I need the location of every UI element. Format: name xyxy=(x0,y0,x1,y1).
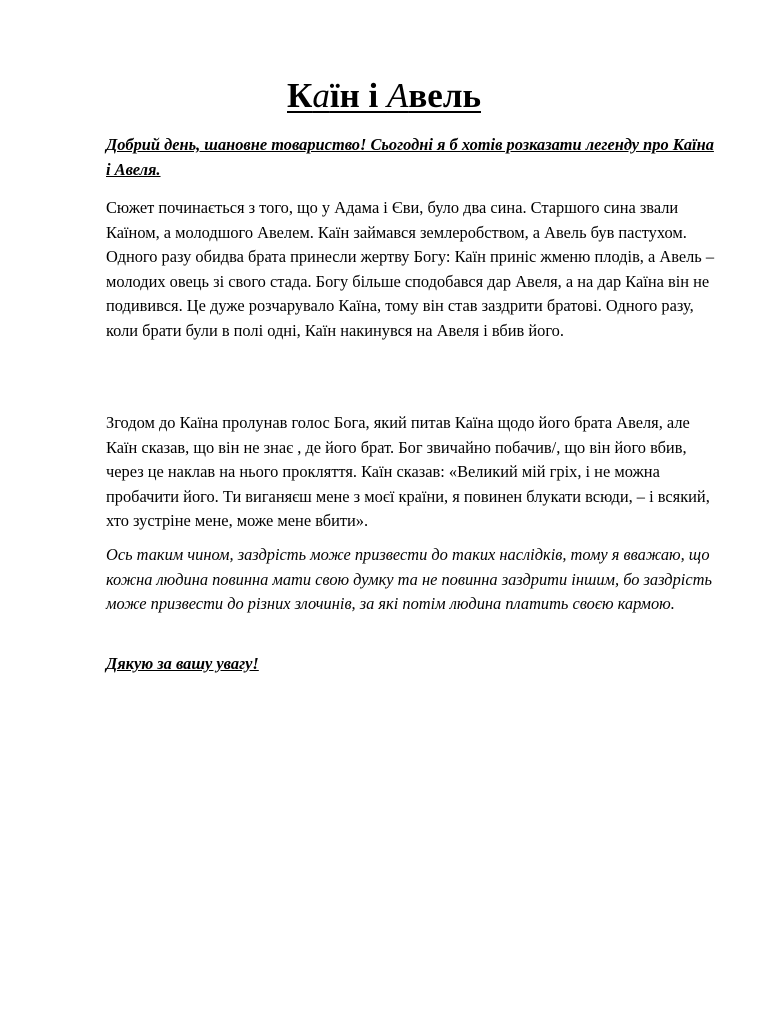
title-part: їн і xyxy=(329,76,388,115)
title-part: К xyxy=(287,76,313,115)
story-paragraph-1: Сюжет починається з того, що у Адама і Єви, було два сина. Старшого сина звали Каїном, а молодшого Авелем. Каїн займався землеробством, а Авель був пастухом. Одного разу обидва брата принесли жертву Богу: Каїн приніс жменю плодів, а Авель – молодих овець зі свого стада. Богу більше сподобався дар Авеля, а на дар Каїна він не подивився. Це дуже розчарувало Каїна, тому він став заздрити братові. Одного разу, коли брати були в полі одні, Каїн накинувся на Авеля і вбив його. xyxy=(106,198,715,340)
story-paragraph-2: Згодом до Каїна пролунав голос Бога, який питав Каїна щодо його брата Авеля, але Каїн сказав, що він не знає , де його брат. Бог звичайно побачив/, що він його вбив, через це наклав на нього прокляття. Каїн сказав: «Великий мій гріх, і не можна пробачити його. Ти виганяєш мене з моєї країни, я повинен блукати всюди, – і всякий, хто зустріне мене, може мене вбити». xyxy=(106,413,710,530)
title-part: а xyxy=(312,76,330,115)
conclusion-paragraph: Ось таким чином, заздрість може призвести до таких наслідків, тому я вважаю, що кожна людина повинна мати свою думку та не повинна заздрити іншим, бо заздрість може призвести до різних злочинів, за які потім людина платить своєю кармою. xyxy=(106,545,712,613)
title-part: вель xyxy=(408,76,481,115)
document-title xyxy=(0,74,768,118)
closing-line: Дякую за вашу увагу! xyxy=(106,654,259,673)
title-part: А xyxy=(387,76,409,115)
intro-paragraph: Добрий день, шановне товариство! Сьогодні я б хотів розказати легенду про Каїна і Авеля. xyxy=(106,135,714,179)
